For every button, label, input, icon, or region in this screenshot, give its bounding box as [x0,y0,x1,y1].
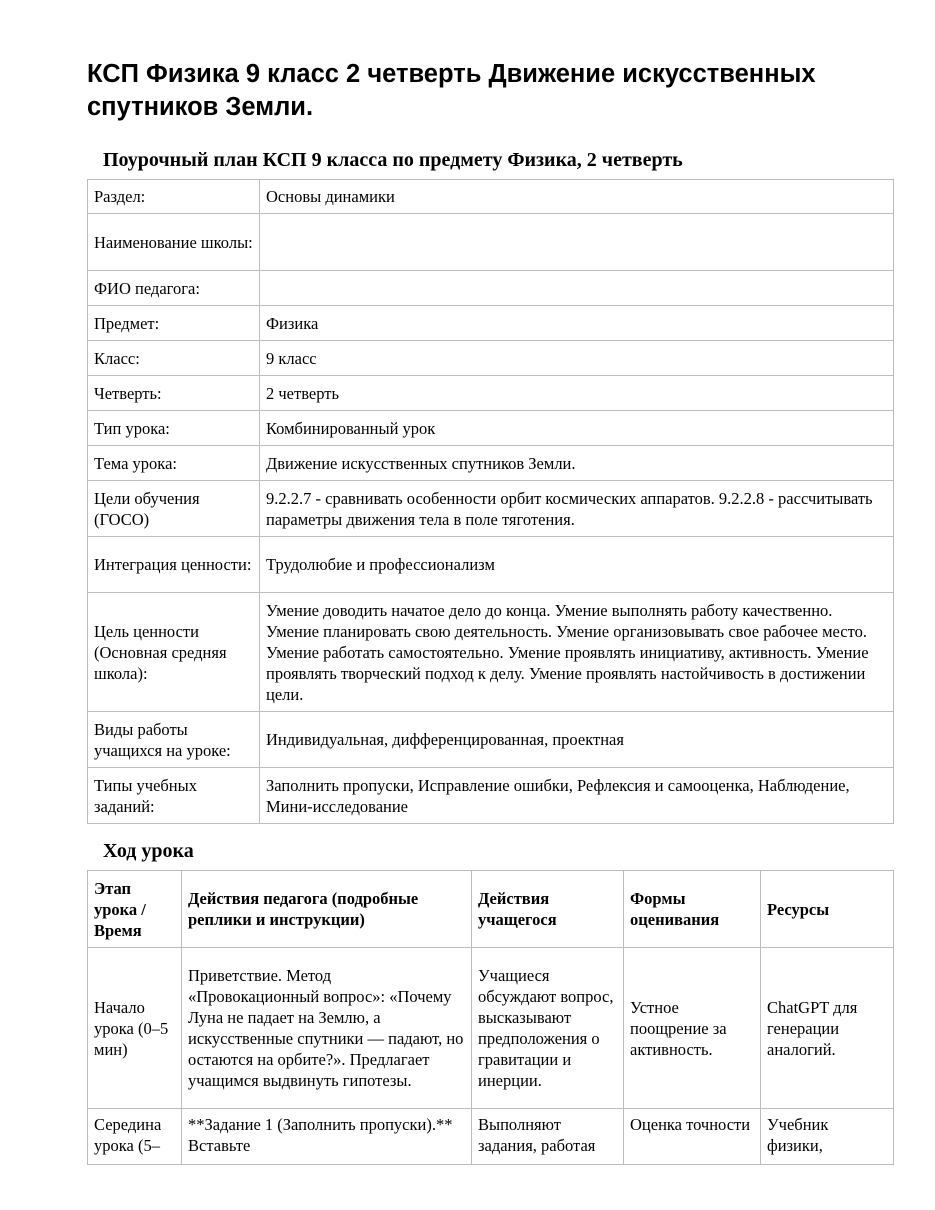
row-value-quarter: 2 четверть [260,376,894,411]
row-label-lesson-type: Тип урока: [88,411,260,446]
row-label-learning-goals: Цели обучения (ГОСО) [88,481,260,537]
lesson-flow-table [87,870,894,1165]
table-row [88,341,894,376]
table-row [88,306,894,341]
cell-teacher-actions: **Задание 1 (Заполнить пропуски).** Вставьте [182,1109,472,1165]
row-label-quarter: Четверть: [88,376,260,411]
header-teacher-actions: Действия педагога (подробные реплики и инструкции) [182,871,472,948]
cell-resources: ChatGPT для генерации аналогий. [761,948,894,1109]
row-label-section: Раздел: [88,180,260,214]
row-label-value-goal: Цель ценности (Основная средняя школа): [88,593,260,712]
header-stage: Этап урока / Время [88,871,182,948]
cell-teacher-actions: Приветствие. Метод «Провокационный вопрос»: «Почему Луна не падает на Землю, а искусственные спутники — падают, но остаются на орбите?». Предлагает учащимся выдвинуть гипотезы. [182,948,472,1109]
row-label-teacher: ФИО педагога: [88,271,260,306]
table-row [88,537,894,593]
table-row [88,411,894,446]
row-label-grade: Класс: [88,341,260,376]
row-label-values-integration: Интеграция ценности: [88,537,260,593]
table-row [88,593,894,712]
header-student-actions: Действия учащегося [472,871,624,948]
row-label-subject: Предмет: [88,306,260,341]
lesson-info-table [87,179,894,824]
table-row [88,180,894,214]
cell-stage: Середина урока (5– [88,1109,182,1165]
row-value-task-types: Заполнить пропуски, Исправление ошибки, Рефлексия и самооценка, Наблюдение, Мини-исследование [260,768,894,824]
table-row [88,214,894,271]
table-row [88,446,894,481]
cell-student-actions: Выполняют задания, работая [472,1109,624,1165]
row-value-lesson-topic: Движение искусственных спутников Земли. [260,446,894,481]
plan-heading: Поурочный план КСП 9 класса по предмету Физика, 2 четверть [103,149,683,171]
row-value-value-goal: Умение доводить начатое дело до конца. Умение выполнять работу качественно. Умение планировать свою деятельность. Умение организовывать свое рабочее место. Умение работать самостоятельно. Умение проявлять инициативу, активность. Умение проявлять творческий подход к делу. Умение проявлять настойчивость в достижении цели. [260,593,894,712]
row-value-values-integration: Трудолюбие и профессионализм [260,537,894,593]
row-value-work-types: Индивидуальная, дифференцированная, проектная [260,712,894,768]
row-label-lesson-topic: Тема урока: [88,446,260,481]
row-value-grade: 9 класс [260,341,894,376]
table-row [88,712,894,768]
cell-student-actions: Учащиеся обсуждают вопрос, высказывают предположения о гравитации и инерции. [472,948,624,1109]
row-value-lesson-type: Комбинированный урок [260,411,894,446]
row-value-school [260,214,894,271]
row-value-learning-goals: 9.2.2.7 - сравнивать особенности орбит космических аппаратов. 9.2.2.8 - рассчитывать параметры движения тела в поле тяготения. [260,481,894,537]
row-value-section: Основы динамики [260,180,894,214]
table-header-row [88,871,894,948]
cell-resources: Учебник физики, [761,1109,894,1165]
document-title: КСП Физика 9 класс 2 четверть Движение искусственных спутников Земли. [87,60,816,121]
cell-stage: Начало урока (0–5 мин) [88,948,182,1109]
header-resources: Ресурсы [761,871,894,948]
row-label-task-types: Типы учебных заданий: [88,768,260,824]
table-row [88,481,894,537]
table-row [88,1109,894,1165]
row-value-teacher [260,271,894,306]
header-assessment: Формы оценивания [624,871,761,948]
flow-heading: Ход урока [103,840,194,862]
row-value-subject: Физика [260,306,894,341]
table-row [88,376,894,411]
cell-assessment: Оценка точности [624,1109,761,1165]
cell-assessment: Устное поощрение за активность. [624,948,761,1109]
table-row [88,768,894,824]
row-label-work-types: Виды работы учащихся на уроке: [88,712,260,768]
table-row [88,948,894,1109]
table-row [88,271,894,306]
row-label-school: Наименование школы: [88,214,260,271]
